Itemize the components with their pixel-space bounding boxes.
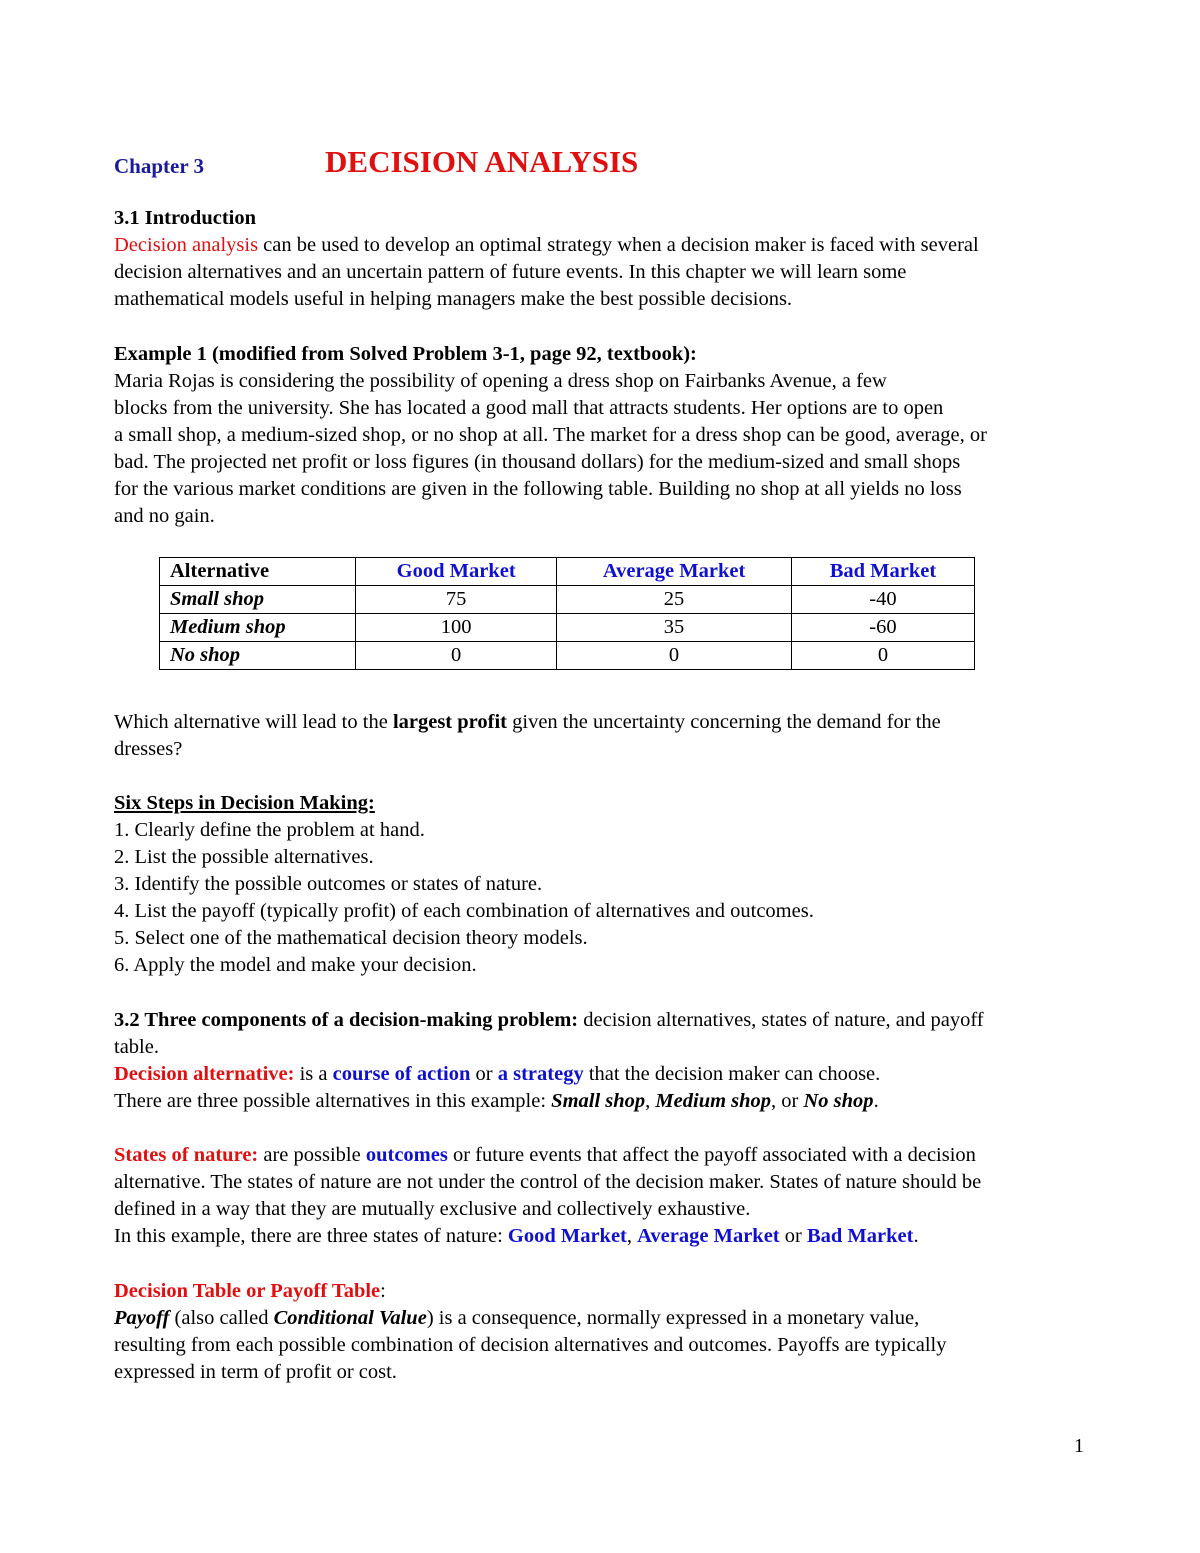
payoff-table-term: Decision Table or Payoff Table <box>114 1280 381 1302</box>
payoff-text: ) is a consequence, normally expressed in a monetary value, <box>426 1307 920 1329</box>
states-text: In this example, there are three states of nature: <box>114 1225 508 1247</box>
decision-alt-line-1 <box>114 1064 880 1085</box>
row-name: Small shop <box>160 586 356 614</box>
example-line: Maria Rojas is considering the possibility of opening a dress shop on Fairbanks Avenue, a few <box>114 370 887 392</box>
cell-bad: 0 <box>791 642 974 670</box>
intro-line-1 <box>114 235 979 256</box>
decision-alt-text: is a <box>294 1063 333 1085</box>
cell-average: 25 <box>557 586 792 614</box>
decision-alt-term: Decision alternative: <box>114 1063 295 1085</box>
states-line-4 <box>114 1226 919 1247</box>
row-name: No shop <box>160 642 356 670</box>
step-item: 1. Clearly define the problem at hand. <box>114 819 425 841</box>
step-item: 2. List the possible alternatives. <box>114 846 374 868</box>
table-row <box>160 642 975 670</box>
question-line-2: dresses? <box>114 738 183 760</box>
question-line-1 <box>114 712 941 733</box>
header-alternative: Alternative <box>160 558 356 586</box>
chapter-title: DECISION ANALYSIS <box>325 144 639 179</box>
states-line-1 <box>114 1145 976 1166</box>
header-average-market: Average Market <box>557 558 792 586</box>
step-item: 3. Identify the possible outcomes or states of nature. <box>114 873 543 895</box>
alternative-medium-shop: Medium shop <box>655 1090 772 1112</box>
example-line: blocks from the university. She has located a good mall that attracts students. Her options are to open <box>114 397 944 419</box>
payoff-table <box>159 557 975 670</box>
step-item: 5. Select one of the mathematical decision theory models. <box>114 927 588 949</box>
header-good-market: Good Market <box>356 558 557 586</box>
components-text-1: decision alternatives, states of nature, and payoff <box>578 1009 984 1031</box>
states-text: are possible <box>258 1144 366 1166</box>
separator: or <box>779 1225 807 1247</box>
intro-line-3: mathematical models useful in helping managers make the best possible decisions. <box>114 288 793 310</box>
question-pre: Which alternative will lead to the <box>114 711 393 733</box>
question-bold: largest profit <box>392 711 507 733</box>
table-row <box>160 614 975 642</box>
example-line: and no gain. <box>114 505 215 527</box>
separator: , <box>645 1090 656 1112</box>
conditional-value-term: Conditional Value <box>273 1307 427 1329</box>
components-line-1 <box>114 1010 984 1031</box>
question-post: given the uncertainty concerning the demand for the <box>507 711 941 733</box>
cell-good: 100 <box>356 614 557 642</box>
intro-term: Decision analysis <box>114 234 259 256</box>
cell-good: 75 <box>356 586 557 614</box>
step-item: 6. Apply the model and make your decision. <box>114 954 477 976</box>
intro-heading: 3.1 Introduction <box>114 207 257 229</box>
cell-average: 0 <box>557 642 792 670</box>
components-line-2: table. <box>114 1036 159 1058</box>
payoff-line-2: resulting from each possible combination of decision alternatives and outcomes. Payoffs are typically <box>114 1334 947 1356</box>
outcomes-keyword: outcomes <box>365 1144 448 1166</box>
decision-alt-text: There are three possible alternatives in this example: <box>114 1090 552 1112</box>
chapter-label: Chapter 3 <box>114 154 205 178</box>
payoff-text: (also called <box>169 1307 274 1329</box>
header-bad-market: Bad Market <box>791 558 974 586</box>
example-line: a small shop, a medium-sized shop, or no shop at all. The market for a dress shop can be good, average, or <box>114 424 987 446</box>
alternative-no-shop: No shop <box>803 1090 874 1112</box>
table-header-row <box>160 558 975 586</box>
separator: : <box>380 1280 386 1302</box>
cell-bad: -60 <box>791 614 974 642</box>
row-name: Medium shop <box>160 614 356 642</box>
separator: . <box>913 1225 919 1247</box>
payoff-heading-line <box>114 1281 386 1302</box>
payoff-line-1 <box>114 1308 919 1329</box>
decision-alt-text: that the decision maker can choose. <box>583 1063 881 1085</box>
state-average-market: Average Market <box>637 1225 780 1247</box>
states-line-2: alternative. The states of nature are not under the control of the decision maker. States of nature should be <box>114 1171 982 1193</box>
example-line: bad. The projected net profit or loss figures (in thousand dollars) for the medium-sized and small shops <box>114 451 961 473</box>
states-term: States of nature: <box>114 1144 259 1166</box>
states-text: or future events that affect the payoff associated with a decision <box>447 1144 976 1166</box>
states-line-3: defined in a way that they are mutually exclusive and collectively exhaustive. <box>114 1198 751 1220</box>
separator: , or <box>771 1090 804 1112</box>
decision-alt-text: or <box>470 1063 498 1085</box>
cell-good: 0 <box>356 642 557 670</box>
alternative-small-shop: Small shop <box>551 1090 646 1112</box>
steps-heading: Six Steps in Decision Making: <box>114 792 375 814</box>
separator: , <box>626 1225 638 1247</box>
strategy-keyword: a strategy <box>497 1063 584 1085</box>
payoff-term: Payoff <box>114 1307 170 1329</box>
payoff-line-3: expressed in term of profit or cost. <box>114 1361 397 1383</box>
course-of-action-keyword: course of action <box>332 1063 471 1085</box>
page-number: 1 <box>1074 1435 1084 1457</box>
cell-average: 35 <box>557 614 792 642</box>
example-heading: Example 1 (modified from Solved Problem 3-1, page 92, textbook): <box>114 343 697 365</box>
components-heading: 3.2 Three components of a decision-making problem: <box>114 1009 579 1031</box>
intro-text-1: can be used to develop an optimal strategy when a decision maker is faced with several <box>258 234 979 256</box>
state-good-market: Good Market <box>507 1225 627 1247</box>
step-item: 4. List the payoff (typically profit) of each combination of alternatives and outcomes. <box>114 900 814 922</box>
table-row <box>160 586 975 614</box>
separator: . <box>873 1090 879 1112</box>
example-line: for the various market conditions are given in the following table. Building no shop at all yields no loss <box>114 478 962 500</box>
state-bad-market: Bad Market <box>806 1225 914 1247</box>
decision-alt-line-2 <box>114 1091 879 1112</box>
intro-line-2: decision alternatives and an uncertain pattern of future events. In this chapter we will learn some <box>114 261 907 283</box>
cell-bad: -40 <box>791 586 974 614</box>
